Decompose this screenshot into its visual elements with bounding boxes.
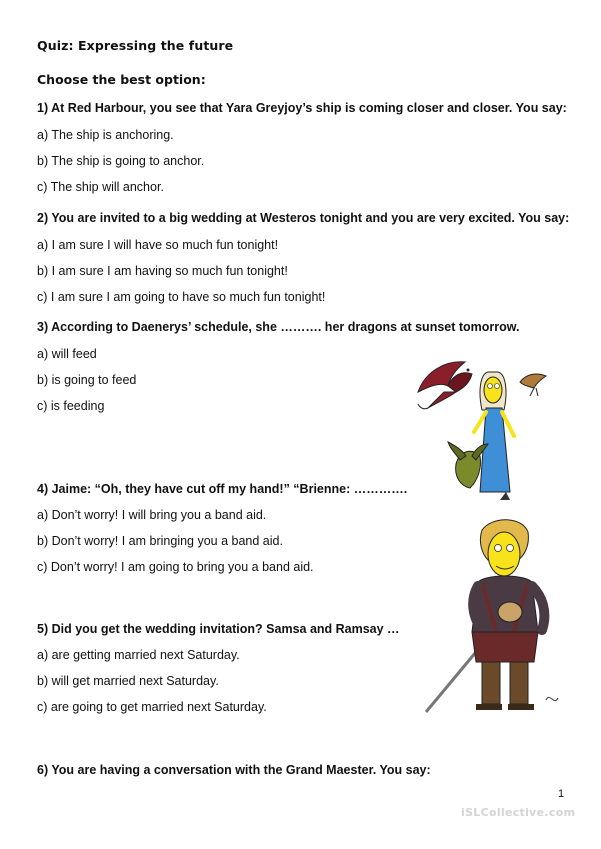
jaime-boots (476, 662, 534, 710)
question-3-option-b: b) is going to feed (37, 373, 137, 387)
quiz-title: Quiz: Expressing the future (37, 38, 234, 53)
question-2-option-b: b) I am sure I am having so much fun tonight! (37, 264, 288, 278)
question-1-option-b: b) The ship is going to anchor. (37, 154, 205, 168)
question-3-option-a: a) will feed (37, 347, 97, 361)
question-4-option-a: a) Don’t worry! I will bring you a band aid. (37, 508, 267, 522)
question-4-prompt: 4) Jaime: “Oh, they have cut off my hand!” “Brienne: …………. (37, 482, 408, 496)
question-2-prompt: 2) You are invited to a big wedding at Westeros tonight and you are very excited. You say: (37, 211, 570, 225)
jaime-knight-illustration (420, 512, 565, 717)
question-3-option-c: c) is feeding (37, 399, 105, 413)
watermark: iSLCollective.com (461, 806, 576, 819)
instruction-text: Choose the best option: (37, 72, 206, 87)
small-dragon-icon (520, 374, 546, 396)
question-1-option-a: a) The ship is anchoring. (37, 128, 174, 142)
jaime-armor (472, 576, 544, 662)
artist-signature (546, 697, 558, 700)
question-5-option-b: b) will get married next Saturday. (37, 674, 219, 688)
page-number: 1 (558, 788, 565, 800)
question-6-prompt: 6) You are having a conversation with the Grand Maester. You say: (37, 763, 431, 777)
jaime-head (480, 520, 528, 576)
red-dragon-icon (418, 362, 472, 409)
question-4-option-b: b) Don’t worry! I am bringing you a band aid. (37, 534, 283, 548)
question-5-option-c: c) are going to get married next Saturday. (37, 700, 267, 714)
question-1-option-c: c) The ship will anchor. (37, 180, 164, 194)
question-2-option-a: a) I am sure I will have so much fun tonight! (37, 238, 279, 252)
daenerys-dragons-illustration (410, 352, 560, 502)
question-1-prompt: 1) At Red Harbour, you see that Yara Greyjoy’s ship is coming closer and closer. You say: (37, 101, 567, 115)
question-5-option-a: a) are getting married next Saturday. (37, 648, 240, 662)
question-2-option-c: c) I am sure I am going to have so much fun tonight! (37, 290, 326, 304)
question-5-prompt: 5) Did you get the wedding invitation? Samsa and Ramsay … (37, 622, 400, 636)
daenerys-figure (474, 372, 514, 500)
question-3-prompt: 3) According to Daenerys’ schedule, she ………. her dragons at sunset tomorrow. (37, 320, 520, 334)
question-4-option-c: c) Don’t worry! I am going to bring you a band aid. (37, 560, 314, 574)
